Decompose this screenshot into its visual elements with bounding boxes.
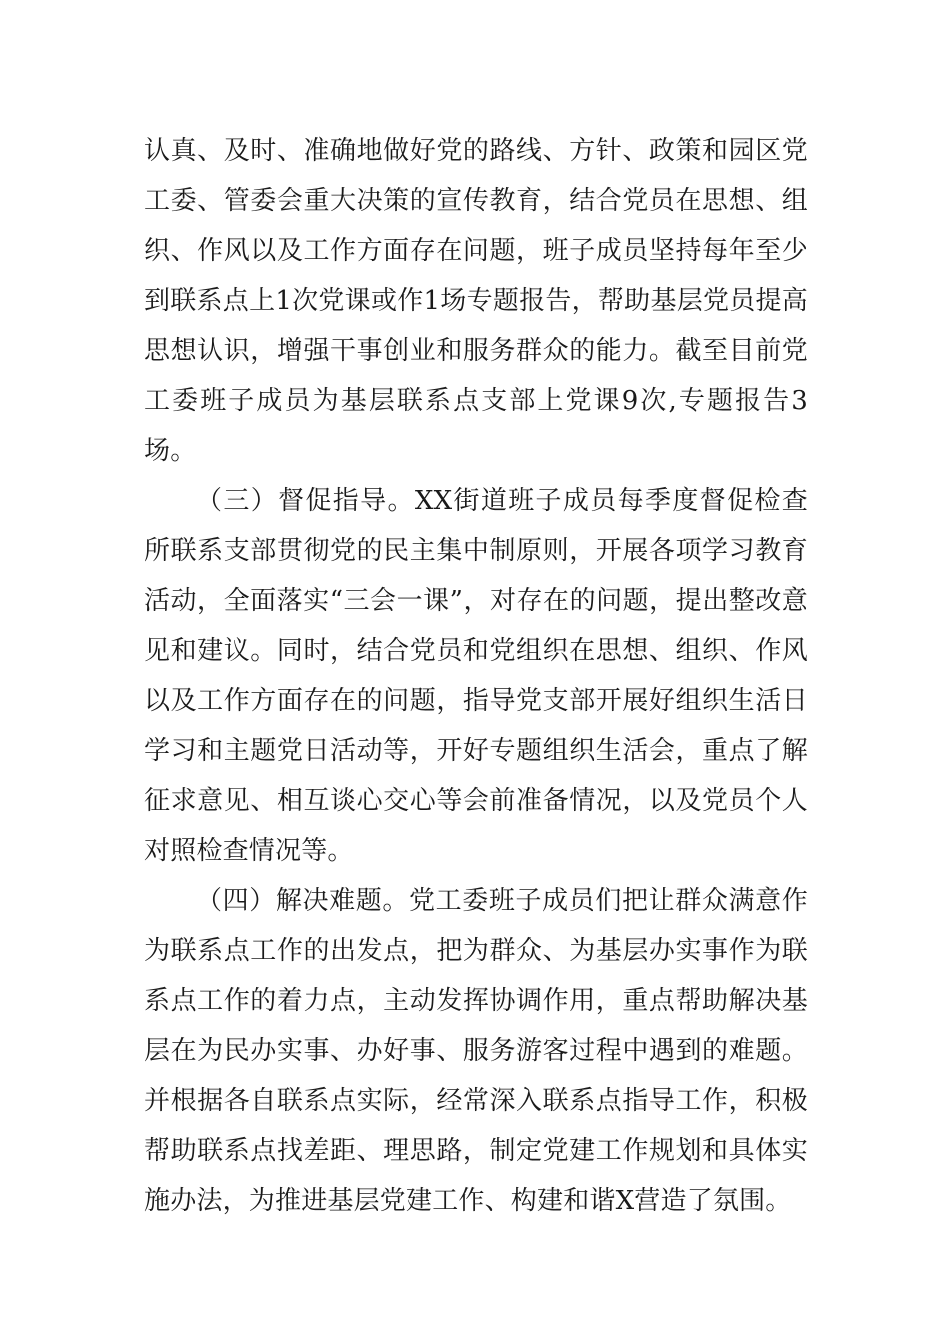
paragraph-supervision-guidance: （三）督促指导。XX街道班子成员每季度督促检查所联系支部贯彻党的民主集中制原则，开展各项学习教育活动，全面落实“三会一课”，对存在的问题，提出整改意见和建议。同时，结合党员和党组织在思想、组织、作风以及工作方面存在的问题，指导党支部开展好组织生活日学习和主题党日活动等，开好专题组织生活会，重点了解征求意见、相互谈心交心等会前准备情况，以及党员个人对照检查情况等。 bbox=[144, 486, 808, 866]
document-body bbox=[144, 126, 808, 1226]
paragraph-continuation: 认真、及时、准确地做好党的路线、方针、政策和园区党工委、管委会重大决策的宣传教育，结合党员在思想、组织、作风以及工作方面存在问题，班子成员坚持每年至少到联系点上1次党课或作1场专题报告，帮助基层党员提高思想认识，增强干事创业和服务群众的能力。截至目前党工委班子成员为基层联系点支部上党课9次,专题报告3场。 bbox=[144, 136, 808, 466]
paragraph-solving-problems: （四）解决难题。党工委班子成员们把让群众满意作为联系点工作的出发点，把为群众、为基层办实事作为联系点工作的着力点，主动发挥协调作用，重点帮助解决基层在为民办实事、办好事、服务游客过程中遇到的难题。并根据各自联系点实际，经常深入联系点指导工作，积极帮助联系点找差距、理思路，制定党建工作规划和具体实施办法，为推进基层党建工作、构建和谐X营造了氛围。 bbox=[144, 886, 808, 1216]
